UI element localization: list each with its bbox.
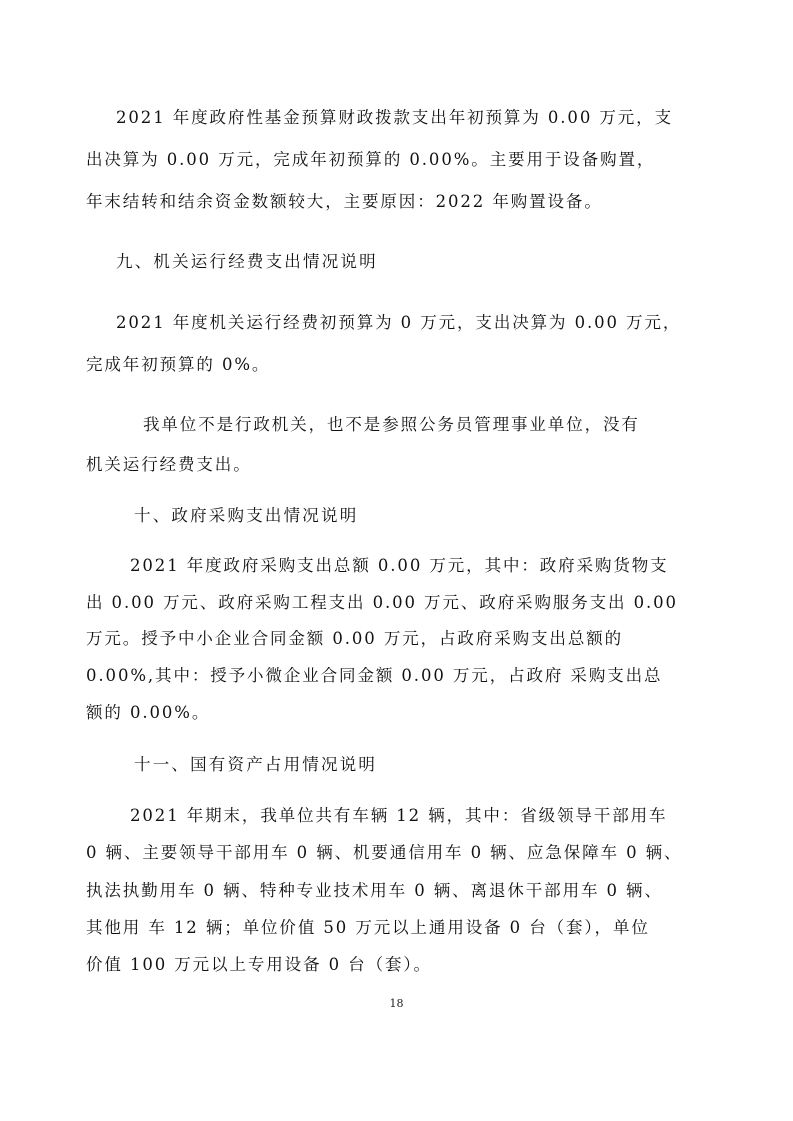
paragraph-line: 0.00%,其中：授予小微企业合同金额 0.00 万元，占政府 采购支出总 <box>86 666 663 685</box>
paragraph-line: 额的 0.00%。 <box>86 703 211 722</box>
paragraph-line: 价值 100 万元以上专用设备 0 台（套）。 <box>86 955 432 974</box>
paragraph-line: 出 0.00 万元、政府采购工程支出 0.00 万元、政府采购服务支出 0.00 <box>86 593 678 612</box>
paragraph-line: 其他用 车 12 辆；单位价值 50 万元以上通用设备 0 台（套），单位 <box>86 918 650 937</box>
paragraph-line: 出决算为 0.00 万元，完成年初预算的 0.00%。主要用于设备购置， <box>86 150 656 169</box>
paragraph-line: 2021 年度政府采购支出总额 0.00 万元，其中：政府采购货物支 <box>130 556 669 575</box>
paragraph-line: 我单位不是行政机关，也不是参照公务员管理事业单位，没有 <box>143 415 640 434</box>
paragraph-line: 万元。授予中小企业合同金额 0.00 万元，占政府采购支出总额的 <box>86 629 624 648</box>
paragraph-line: 执法执勤用车 0 辆、特种专业技术用车 0 辆、离退休干部用车 0 辆、 <box>86 881 663 900</box>
paragraph-line: 2021 年度政府性基金预算财政拨款支出年初预算为 0.00 万元，支 <box>116 108 673 127</box>
paragraph-line: 完成年初预算的 0%。 <box>86 355 271 374</box>
paragraph-line: 年末结转和结余资金数额较大，主要原因：2022 年购置设备。 <box>86 192 603 211</box>
paragraph-line: 0 辆、主要领导干部用车 0 辆、机要通信用车 0 辆、应急保障车 0 辆、 <box>86 843 683 862</box>
paragraph-line: 2021 年度机关运行经费初预算为 0 万元，支出决算为 0.00 万元， <box>116 313 682 332</box>
paragraph-line: 机关运行经费支出。 <box>86 455 252 474</box>
page-number: 18 <box>389 997 404 1010</box>
section-heading: 十一、国有资产占用情况说明 <box>134 755 378 774</box>
paragraph-line: 2021 年期末，我单位共有车辆 12 辆，其中：省级领导干部用车 <box>130 806 668 825</box>
section-heading: 十、政府采购支出情况说明 <box>134 506 359 525</box>
section-heading: 九、机关运行经费支出情况说明 <box>116 252 378 271</box>
